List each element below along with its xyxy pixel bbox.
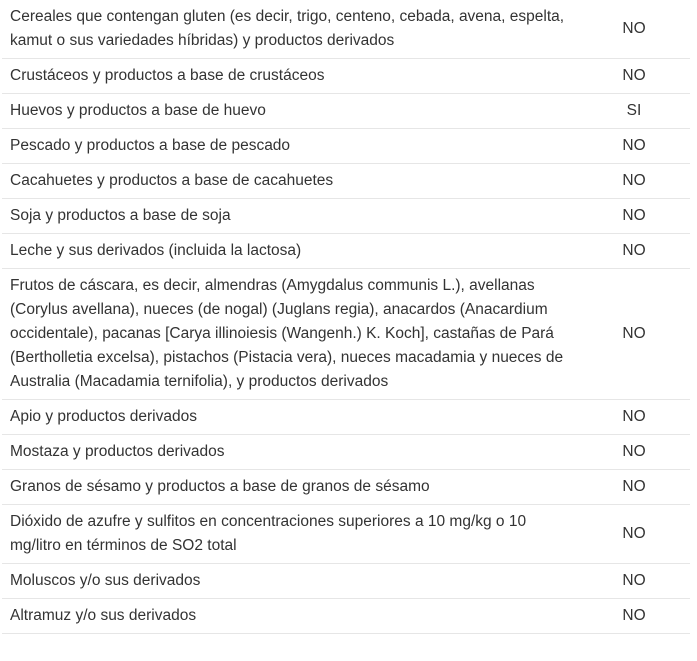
table-row <box>2 470 690 505</box>
table-row <box>2 400 690 435</box>
table-row <box>2 59 690 94</box>
allergen-value: NO <box>578 129 690 164</box>
allergen-name: Apio y productos derivados <box>2 400 578 435</box>
allergen-name: Mostaza y productos derivados <box>2 435 578 470</box>
allergen-name: Dióxido de azufre y sulfitos en concentraciones superiores a 10 mg/kg o 10 mg/litro en términos de SO2 total <box>2 505 578 564</box>
allergen-value: NO <box>578 599 690 634</box>
allergen-value: NO <box>578 435 690 470</box>
allergen-value: NO <box>578 400 690 435</box>
allergen-name: Moluscos y/o sus derivados <box>2 564 578 599</box>
allergen-name: Huevos y productos a base de huevo <box>2 94 578 129</box>
allergen-name: Cereales que contengan gluten (es decir, trigo, centeno, cebada, avena, espelta, kamut o sus variedades híbridas) y productos derivados <box>2 0 578 59</box>
table-row <box>2 199 690 234</box>
allergen-value: NO <box>578 234 690 269</box>
allergen-name: Pescado y productos a base de pescado <box>2 129 578 164</box>
allergen-table-body <box>2 0 690 634</box>
table-row <box>2 269 690 400</box>
table-row <box>2 435 690 470</box>
allergen-name: Cacahuetes y productos a base de cacahuetes <box>2 164 578 199</box>
allergen-name: Crustáceos y productos a base de crustáceos <box>2 59 578 94</box>
table-row <box>2 164 690 199</box>
allergen-name: Altramuz y/o sus derivados <box>2 599 578 634</box>
table-row <box>2 564 690 599</box>
allergen-value: NO <box>578 470 690 505</box>
allergen-name: Frutos de cáscara, es decir, almendras (Amygdalus communis L.), avellanas (Corylus avellana), nueces (de nogal) (Juglans regia), anacardos (Anacardium occidentale), pacanas [Carya illinoiesis (Wangenh.) K. Koch], castañas de Pará (Bertholletia excelsa), pistachos (Pistacia vera), nueces macadamia y nueces de Australia (Macadamia ternifolia), y productos derivados <box>2 269 578 400</box>
allergen-name: Granos de sésamo y productos a base de granos de sésamo <box>2 470 578 505</box>
allergen-name: Leche y sus derivados (incluida la lactosa) <box>2 234 578 269</box>
allergen-table <box>2 0 690 634</box>
table-row <box>2 234 690 269</box>
table-row <box>2 599 690 634</box>
allergen-value: NO <box>578 164 690 199</box>
allergen-value: NO <box>578 0 690 59</box>
allergen-value: NO <box>578 505 690 564</box>
table-row <box>2 129 690 164</box>
table-row <box>2 94 690 129</box>
allergen-value: NO <box>578 59 690 94</box>
allergen-value: SI <box>578 94 690 129</box>
allergen-value: NO <box>578 199 690 234</box>
table-row <box>2 505 690 564</box>
allergen-value: NO <box>578 269 690 400</box>
table-row <box>2 0 690 59</box>
allergen-name: Soja y productos a base de soja <box>2 199 578 234</box>
allergen-value: NO <box>578 564 690 599</box>
